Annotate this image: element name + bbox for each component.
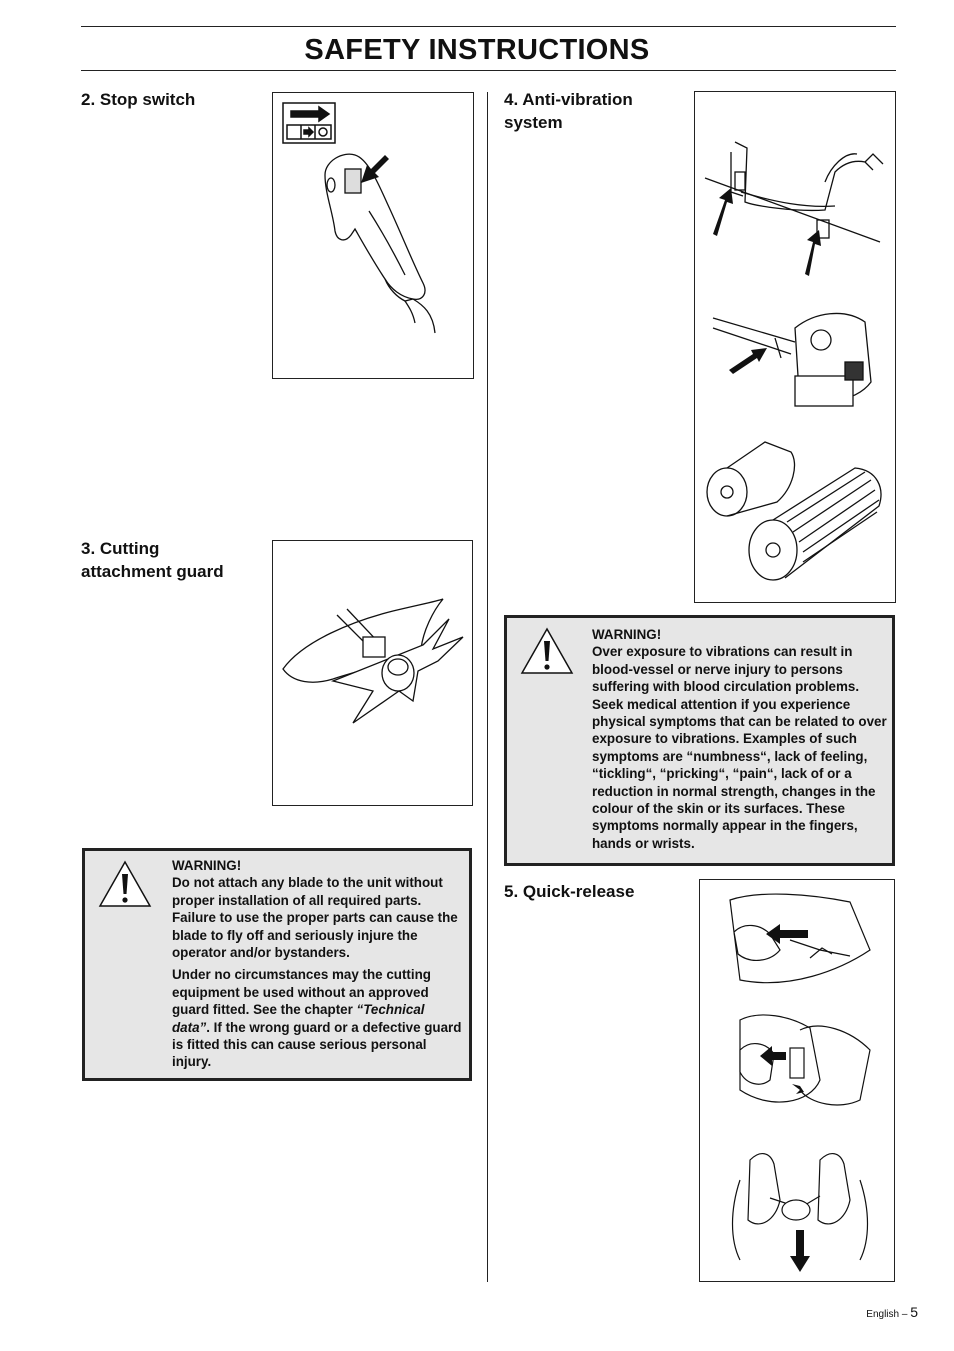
trimmer-handle-drawing (325, 154, 435, 333)
header-bottom-rule (81, 70, 896, 71)
technical-data-reference: “Technical data” (172, 1002, 425, 1035)
guard-and-blade-drawing (283, 599, 463, 723)
warning-triangle-icon (97, 859, 153, 909)
cutting-guard-heading (81, 537, 224, 583)
cutting-guard-illustration (272, 540, 473, 806)
blade-warning-label: WARNING! (172, 858, 242, 873)
page-footer (866, 1304, 918, 1320)
anti-vibration-heading-line2: system (504, 113, 563, 132)
harness-drawing-1 (730, 894, 870, 983)
anti-vibration-heading (504, 88, 633, 134)
quick-release-heading: 5. Quick-release (504, 882, 635, 901)
column-divider (487, 92, 488, 1282)
cutting-guard-heading-line2: attachment guard (81, 562, 224, 581)
stop-switch-illustration (272, 92, 474, 379)
footer-language: English – (866, 1309, 908, 1320)
blade-warning-p2-start: Under no circumstances may the cutting equipment be used without an approved guard fitted. See the chapter (172, 967, 431, 1018)
page-number: 5 (910, 1304, 918, 1320)
blade-warning-text (172, 857, 464, 1071)
stop-switch-symbol-icon (283, 103, 335, 143)
stop-switch-heading: 2. Stop switch (81, 90, 196, 109)
vibration-warning-box (504, 615, 895, 866)
blade-warning-paragraph-2 (172, 966, 464, 1070)
anti-vibration-heading-line1: 4. Anti-vibration (504, 90, 633, 109)
header-top-rule (81, 26, 896, 27)
pointer-arrow-icon (713, 188, 733, 236)
warning-triangle-icon (519, 626, 575, 676)
engine-drawing (713, 313, 871, 406)
pointer-arrow-icon (790, 1230, 810, 1272)
vibration-warning-body: Over exposure to vibrations can result in blood-vessel or nerve injury to persons suffering with blood circulation problems. Seek medical attention if you experience physical symptoms that can be related to over exposure to vibrations. Examples of such symptoms are “numbness“, lack of feeling, “tickling“, “pricking“, “pain“, lack of or a reduction in normal strength, changes in the colour of the skin or its surfaces. These symptoms normally appear in the fingers, hands or wrists. (592, 644, 887, 851)
quick-release-illustration (699, 879, 895, 1282)
spring-damper-drawing (707, 442, 881, 580)
vibration-warning-text (592, 626, 888, 852)
harness-drawing-2 (740, 1015, 870, 1105)
anti-vibration-illustration (694, 91, 896, 603)
pointer-arrow-icon (729, 348, 767, 374)
blade-warning-p2-end: . If the wrong guard or a defective guard is fitted this can cause serious personal injury. (172, 1019, 462, 1070)
blade-warning-paragraph-1: Do not attach any blade to the unit without proper installation of all required parts. Failure to use the proper parts can cause the blade to fly off and seriously injure the operator and/or bystanders. (172, 875, 458, 961)
page-title: SAFETY INSTRUCTIONS (304, 34, 650, 66)
vibration-warning-label: WARNING! (592, 627, 662, 642)
blade-warning-box (82, 848, 472, 1081)
handlebar-drawing (705, 142, 883, 242)
cutting-guard-heading-line1: 3. Cutting (81, 539, 160, 558)
pointer-arrow-icon (805, 230, 821, 276)
